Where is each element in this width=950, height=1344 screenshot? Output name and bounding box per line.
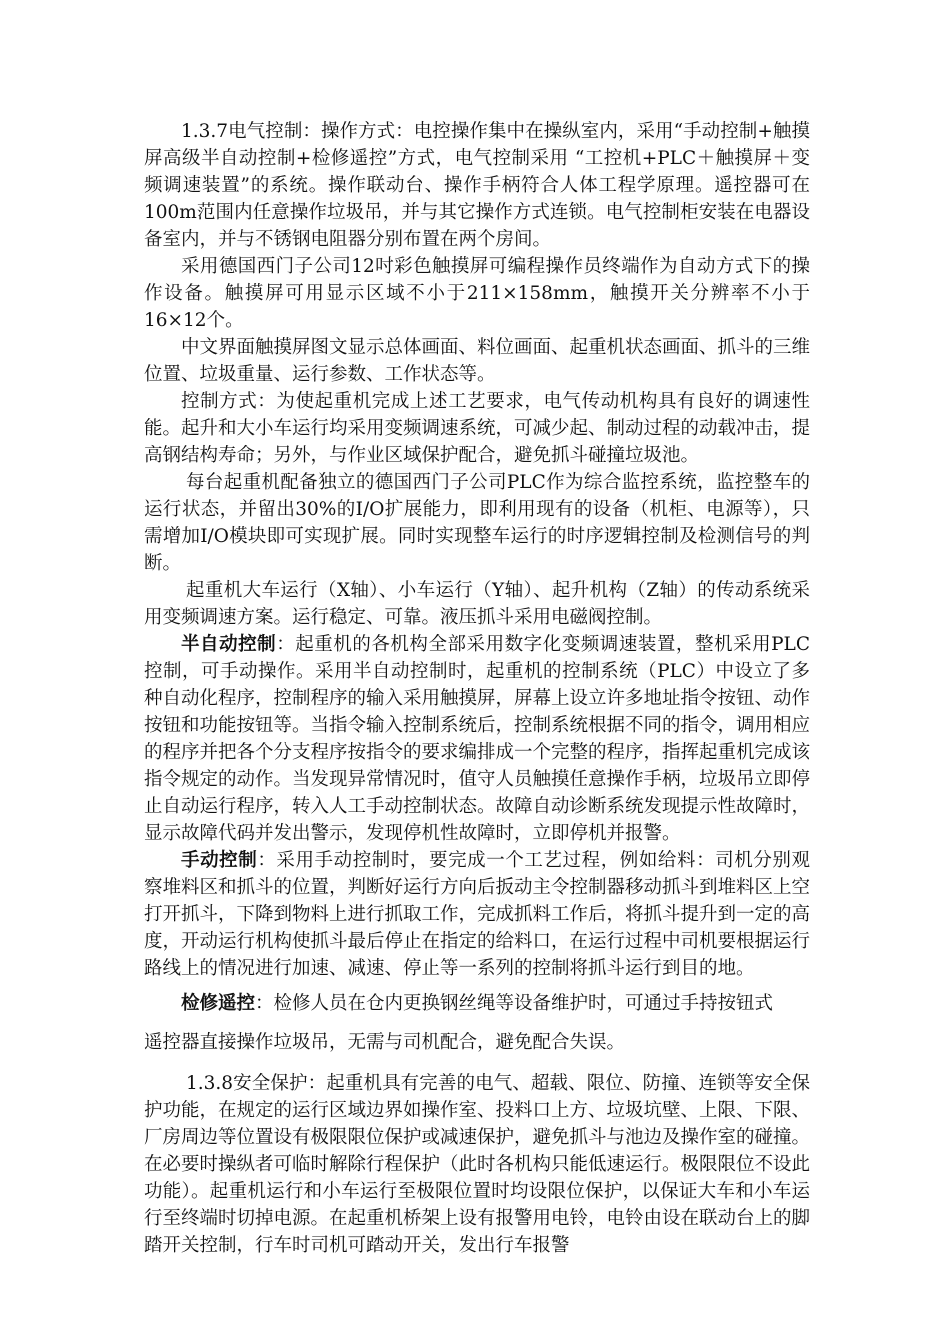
document-page bbox=[144, 118, 810, 1259]
paragraph-maintenance-remote bbox=[144, 990, 810, 1017]
paragraph-electrical-control: 1.3.7电气控制：操作方式：电控操作集中在操纵室内，采用“手动控制+触摸屏高级半自动控制+检修遥控”方式，电气控制采用 “工控机+PLC＋触摸屏＋变频调速装置”的系统。操作联动台、操作手柄符合人体工程学原理。遥控器可在100m范围内任意操作垃圾吊，并与其它操作方式连锁。电气控制柜安装在电器设备室内，并与不锈钢电阻器分别布置在两个房间。 bbox=[144, 121, 810, 250]
paragraph-interface-display: 中文界面触摸屏图文显示总体画面、料位画面、起重机状态画面、抓斗的三维位置、垃圾重量、运行参数、工作状态等。 bbox=[144, 337, 811, 385]
paragraph-touchscreen-spec: 采用德国西门子公司12吋彩色触摸屏可编程操作员终端作为自动方式下的操作设备。触摸屏可用显示区域不小于211×158mm，触摸开关分辨率不小于16×12个。 bbox=[144, 256, 810, 331]
paragraph-safety-protection: 1.3.8安全保护：起重机具有完善的电气、超载、限位、防撞、连锁等安全保护功能，在规定的运行区域边界如操作室、投料口上方、垃圾坑壁、上限、下限、厂房周边等位置设有极限限位保护或减速保护，避免抓斗与池边及操作室的碰撞。在必要时操纵者可临时解除行程保护（此时各机构只能低速运行。极限限位不设此功能）。起重机运行和小车运行至极限位置时均设限位保护，以保证大车和小车运行至终端时切掉电源。在起重机桥架上设有报警用电铃，电铃由设在联动台上的脚踏开关控制，行车时司机可踏动开关，发出行车报警 bbox=[144, 1073, 811, 1256]
manual-body: ：采用手动控制时，要完成一个工艺过程，例如给料：司机分别观察堆料区和抓斗的位置，判断好运行方向后扳动主令控制器移动抓斗到堆料区上空打开抓斗，下降到物料上进行抓取工作，完成抓料工作后，将抓斗提升到一定的高度，开动运行机构使抓斗最后停止在指定的给料口，在运行过程中司机要根据运行路线上的情况进行加速、减速、停止等一系列的控制将抓斗运行到目的地。 bbox=[144, 850, 811, 979]
maintenance-heading: 检修遥控 bbox=[181, 993, 256, 1014]
paragraph-control-mode: 控制方式：为使起重机完成上述工艺要求，电气传动机构具有良好的调速性能。起升和大小车运行均采用变频调速系统，可减少起、制动过程的动载冲击，提高钢结构寿命；另外，与作业区域保护配合，避免抓斗碰撞垃圾池。 bbox=[144, 391, 811, 466]
maintenance-body: ：检修人员在仓内更换钢丝绳等设备维护时，可通过手持按钮式 bbox=[255, 993, 774, 1014]
paragraph-maintenance-remote-cont: 遥控器直接操作垃圾吊，无需与司机配合，避免配合失误。 bbox=[144, 1032, 626, 1053]
paragraph-manual bbox=[144, 847, 810, 982]
semi-auto-heading: 半自动控制 bbox=[181, 634, 277, 655]
paragraph-plc-monitoring: 每台起重机配备独立的德国西门子公司PLC作为综合监控系统，监控整车的运行状态，并留出30%的I/O扩展能力，即利用现有的设备（机柜、电源等），只需增加I/O模块即可实现扩展。同时实现整车运行的时序逻辑控制及检测信号的判断。 bbox=[144, 472, 810, 574]
manual-heading: 手动控制 bbox=[181, 850, 258, 871]
paragraph-semi-auto bbox=[144, 631, 810, 847]
paragraph-drive-system: 起重机大车运行（X轴）、小车运行（Y轴）、起升机构（Z轴）的传动系统采用变频调速方案。运行稳定、可靠。液压抓斗采用电磁阀控制。 bbox=[144, 580, 810, 628]
semi-auto-body: ：起重机的各机构全部采用数字化变频调速装置，整机采用PLC控制，可手动操作。采用半自动控制时，起重机的控制系统（PLC）中设立了多种自动化程序，控制程序的输入采用触摸屏，屏幕上设立许多地址指令按钮、动作按钮和功能按钮等。当指令输入控制系统后，控制系统根据不同的指令，调用相应的程序并把各个分支程序按指令的要求编排成一个完整的程序，指挥起重机完成该指令规定的动作。当发现异常情况时，值守人员触摸任意操作手柄，垃圾吊立即停止自动运行程序，转入人工手动控制状态。故障自动诊断系统发现提示性故障时，显示故障代码并发出警示，发现停机性故障时，立即停机并报警。 bbox=[144, 634, 811, 844]
